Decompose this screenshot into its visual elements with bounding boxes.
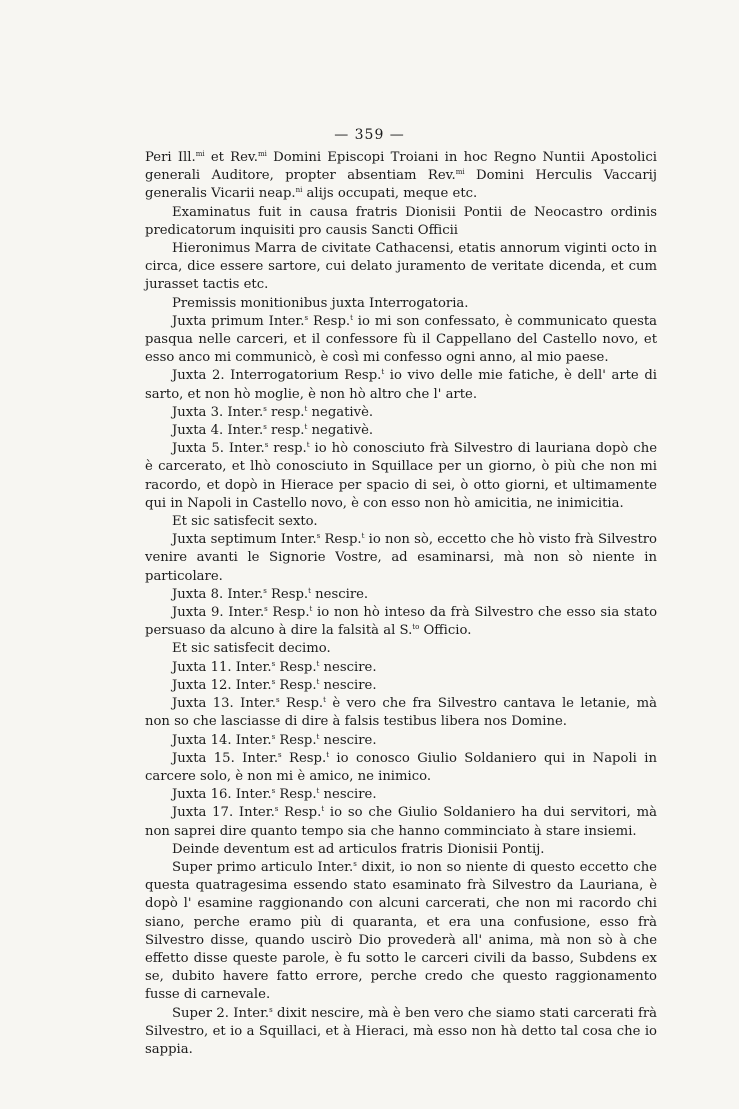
superscript: t xyxy=(323,696,326,705)
text-run: Juxta 11. Inter. xyxy=(172,659,272,675)
text-run: et Rev. xyxy=(204,150,258,165)
text-run: è vero che fra Silvestro cantava le letanie, mà non so che lasciasse di dire à falsis testibus libera nos Domine. xyxy=(145,696,657,730)
superscript: s xyxy=(278,750,282,759)
superscript: t xyxy=(350,313,353,322)
paragraph xyxy=(145,295,657,313)
superscript: mi xyxy=(257,150,267,158)
superscript: t xyxy=(361,532,365,541)
paragraph xyxy=(145,513,657,531)
text-run: nescire. xyxy=(319,677,377,693)
superscript: t xyxy=(309,605,313,614)
superscript: s xyxy=(264,605,268,614)
paragraph xyxy=(145,604,657,640)
paragraph xyxy=(145,859,657,1005)
paragraph xyxy=(145,149,657,204)
paragraph xyxy=(145,786,657,804)
superscript: t xyxy=(316,787,320,796)
superscript: t xyxy=(306,441,310,450)
paragraph xyxy=(145,732,657,750)
text-run: Officio. xyxy=(419,623,472,639)
superscript: s xyxy=(274,805,279,814)
paragraph xyxy=(145,695,657,731)
text-run: Et sic satisfecit decimo. xyxy=(172,641,331,657)
paragraph xyxy=(145,440,657,513)
text-run: Juxta 8. Inter. xyxy=(172,586,264,602)
text-run: Juxta 17. Inter. xyxy=(172,805,275,821)
text-run: io conosco Giulio Soldaniero qui in Napoli in carcere solo, è non mi è amico, ne inimico. xyxy=(145,750,657,784)
text-run: Super primo articulo Inter. xyxy=(172,859,354,875)
paragraph xyxy=(145,677,657,695)
text-run: Resp. xyxy=(275,659,317,675)
superscript: s xyxy=(263,586,267,595)
superscript: t xyxy=(326,750,330,759)
superscript: s xyxy=(264,441,269,450)
text-run: io vivo delle mie fatiche, è dell' arte di sarto, et non hò moglie, è non hò altro che l' arte. xyxy=(145,368,657,402)
text-run: Resp. xyxy=(320,532,362,548)
text-run: Super 2. Inter. xyxy=(172,1005,270,1021)
superscript: s xyxy=(353,859,357,868)
superscript: s xyxy=(269,1005,273,1014)
superscript: t xyxy=(316,732,320,741)
paragraph xyxy=(145,422,657,440)
superscript: s xyxy=(263,404,267,413)
text-run: negativè. xyxy=(307,423,374,439)
text-run: nescire. xyxy=(319,659,377,675)
superscript: mi xyxy=(195,150,205,158)
paragraph xyxy=(145,1005,657,1060)
superscript: t xyxy=(308,586,311,595)
text-run: negativè. xyxy=(307,404,374,420)
text-run: Juxta 3. Inter. xyxy=(172,404,264,420)
body-text xyxy=(145,149,657,1059)
superscript: mi xyxy=(455,168,465,177)
paragraph xyxy=(145,586,657,604)
superscript: t xyxy=(316,677,320,686)
text-run: Juxta 12. Inter. xyxy=(172,677,272,693)
text-run: dixit, io non so niente di questo eccetto che questa quatragesima essendo stato esaminato frà Silvestro da Lauriana, è dopò l' esamine raggionando con alcuni carcerati, che non mi racordo chi siano, perche eramo più di quaranta, et era una confusione, esso frà Silvestro disse, quando uscirò Dio provederà all' anima, mà non sò à che effetto disse queste parole, è fu sotto le carceri civili da basso, Subdens ex se, dubito havere fatto errore, perche credo che questo raggionamento fusse di carnevale. xyxy=(145,859,657,1003)
superscript: s xyxy=(271,677,276,686)
superscript: t xyxy=(304,423,308,432)
text-run: Deinde deventum est ad articulos fratris Dionisii Pontij. xyxy=(172,841,545,857)
paragraph xyxy=(145,659,657,677)
paragraph xyxy=(145,404,657,422)
text-run: Resp. xyxy=(275,677,317,693)
superscript: s xyxy=(275,696,280,705)
paragraph xyxy=(145,240,657,295)
text-run: Resp. xyxy=(308,313,351,329)
text-run: Examinatus fuit in causa fratris Dionisii Pontii de Neocastro ordinis predicatorum inquisiti pro causis Sancti Officii xyxy=(145,204,657,238)
text-run: Juxta 15. Inter. xyxy=(172,750,279,766)
superscript: s xyxy=(263,423,267,432)
superscript: t xyxy=(304,404,308,413)
superscript: s xyxy=(271,787,276,796)
text-run: Resp. xyxy=(278,805,322,821)
superscript: s xyxy=(304,313,309,322)
superscript: t xyxy=(316,659,320,668)
superscript: ni xyxy=(295,186,303,195)
superscript: to xyxy=(412,623,420,632)
text-run: nescire. xyxy=(310,586,369,602)
text-run: Juxta septimum Inter. xyxy=(172,532,317,548)
paragraph xyxy=(145,804,657,840)
text-run: Resp. xyxy=(267,605,310,621)
superscript: s xyxy=(316,532,321,541)
text-run: Premissis monitionibus juxta Interrogatoria. xyxy=(172,295,469,311)
paragraph xyxy=(145,531,657,586)
text-run: Resp. xyxy=(275,787,317,803)
paragraph xyxy=(145,640,657,658)
text-run: Domini Herculis Vaccarij generalis Vicarii neap. xyxy=(145,168,657,202)
text-run: resp. xyxy=(268,441,307,457)
text-run: Resp. xyxy=(279,696,324,712)
text-run: alijs occupati, meque etc. xyxy=(302,186,478,202)
superscript: s xyxy=(271,732,276,741)
paragraph xyxy=(145,750,657,786)
text-run: dixit nescire, mà è ben vero che siamo stati carcerati frà Silvestro, et io a Squillaci, et à Hieraci, mà esso non hà detto tal cosa che io sappia. xyxy=(145,1005,658,1057)
superscript: t xyxy=(381,368,385,377)
text-run: Juxta 14. Inter. xyxy=(172,732,272,748)
paragraph xyxy=(145,367,657,403)
paragraph xyxy=(145,313,657,368)
text-run: Juxta 4. Inter. xyxy=(172,423,264,439)
text-run: Juxta 13. Inter. xyxy=(172,696,276,712)
text-run: resp. xyxy=(266,404,305,420)
text-run: resp. xyxy=(266,423,305,439)
paragraph xyxy=(145,841,657,859)
superscript: s xyxy=(271,659,276,668)
page-number: — 359 — xyxy=(334,127,405,143)
text-run: Resp. xyxy=(275,732,317,748)
text-run: Juxta 16. Inter. xyxy=(172,787,272,803)
text-run: Juxta 5. Inter. xyxy=(172,441,265,457)
text-run: io mi son confessato, è communicato questa pasqua nelle carceri, et il confessore fù il Cappellano del Castello novo, et esso anco mi communicò, è così mi confesso ogni anno, al mio paese. xyxy=(145,313,658,366)
text-run: nescire. xyxy=(319,732,377,748)
text-run: Juxta 2. Interrogatorium Resp. xyxy=(172,368,382,384)
text-run: Juxta primum Inter. xyxy=(172,313,305,329)
text-run: io so che Giulio Soldaniero ha dui servitori, mà non saprei dire quanto tempo sia che hanno comminciato à stare insiemi. xyxy=(145,805,657,839)
text-run: Domini Episcopi Troiani in hoc Regno Nuntii Apostolici generali Auditore, propter absentiam Rev. xyxy=(145,150,657,184)
text-run: io non hò inteso da frà Silvestro che esso sia stato persuaso da alcuno à dire la falsità al S. xyxy=(145,605,658,639)
superscript: t xyxy=(321,805,325,814)
text-run: Resp. xyxy=(281,750,327,766)
text-run: nescire. xyxy=(319,787,377,803)
text-run: Et sic satisfecit sexto. xyxy=(172,514,318,530)
text-run: Hieronimus Marra de civitate Cathacensi, etatis annorum viginti octo in circa, dice essere sartore, cui delato juramento de veritate dicenda, et cum jurasset tactis etc. xyxy=(145,241,657,293)
paragraph xyxy=(145,204,657,240)
text-run: Peri Ill. xyxy=(145,150,196,165)
text-run: io non sò, eccetto che hò visto frà Silvestro venire avanti le Signorie Vostre, ad esaminarsi, mà non sò niente in particolare. xyxy=(145,532,657,584)
text-run: Resp. xyxy=(266,586,309,602)
text-run: io hò conosciuto frà Silvestro di lauriana dopò che è carcerato, et lhò conosciuto in Squillace per un giorno, ò più che non mi racordo, et dopò in Hierace per spacio di sei, ò otto giorni, et ultimamente qui in Napoli in Castello novo, è con esso non hò amicitia, ne inimicitia. xyxy=(145,441,657,511)
text-run: Juxta 9. Inter. xyxy=(172,605,265,621)
